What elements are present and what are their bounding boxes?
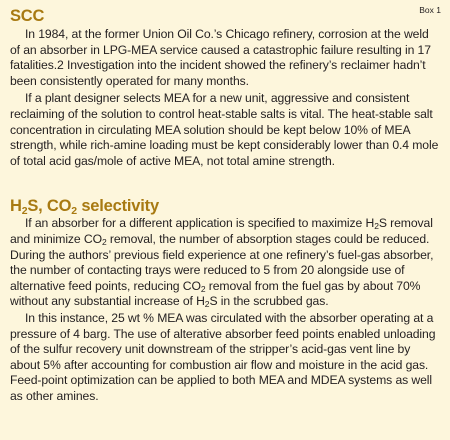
section-selectivity: [10, 196, 441, 404]
section-heading-selectivity: $H_2S$, $CO_2$ selectivity: [10, 197, 159, 218]
section-scc: [10, 6, 441, 169]
paragraph-selectivity-1: If an absorber for a different application is specified to maximize $H_2S$ removal and minimize $CO_2$ removal, the number of absorption stages could be reduced. During the authors’ previous field experience at one refinery’s fuel-gas absorber, the number of contacting trays were reduced to 5 from 20 alongside use of alternative feed points, reducing $CO_2$ removal from the fuel gas by about 70% without any substantial increase of $H_2S$ in the scrubbed gas.: [10, 216, 434, 310]
paragraph-scc-1: In 1984, at the former Union Oil Co.’s Chicago refinery, corrosion at the weld of an absorber in LPG-MEA service caused a catastrophic failure resulting in 17 fatalities.2 Investigation into the incident showed the refinery’s reclaimer hadn’t been consistently operated for many months.: [10, 27, 431, 88]
box-label: Box 1: [419, 5, 441, 15]
paragraph-scc-2: If a plant designer selects MEA for a new unit, aggressive and consistent reclaiming of the solution to control heat-stable salts is vital. The heat-stable salt concentration in circulating MEA solution should be kept below 10% of MEA strength, while rich-amine loading must be kept considerably lower than 0.4 mole of total acid gas/mole of active MEA, not total amine strength.: [10, 91, 439, 168]
section-heading-scc: SCC: [10, 7, 45, 25]
paragraph-selectivity-2: In this instance, 25 wt % MEA was circulated with the absorber operating at a pressure of 4 barg. The use of alterative absorber feed points enabled unloading of the sulfur recovery unit downstream of the stripper’s acid-gas vent line by about 5% after accounting for combustion air flow and moisture in the acid gas. Feed-point optimization can be applied to both MEA and MDEA systems as well as other amines.: [10, 310, 436, 403]
